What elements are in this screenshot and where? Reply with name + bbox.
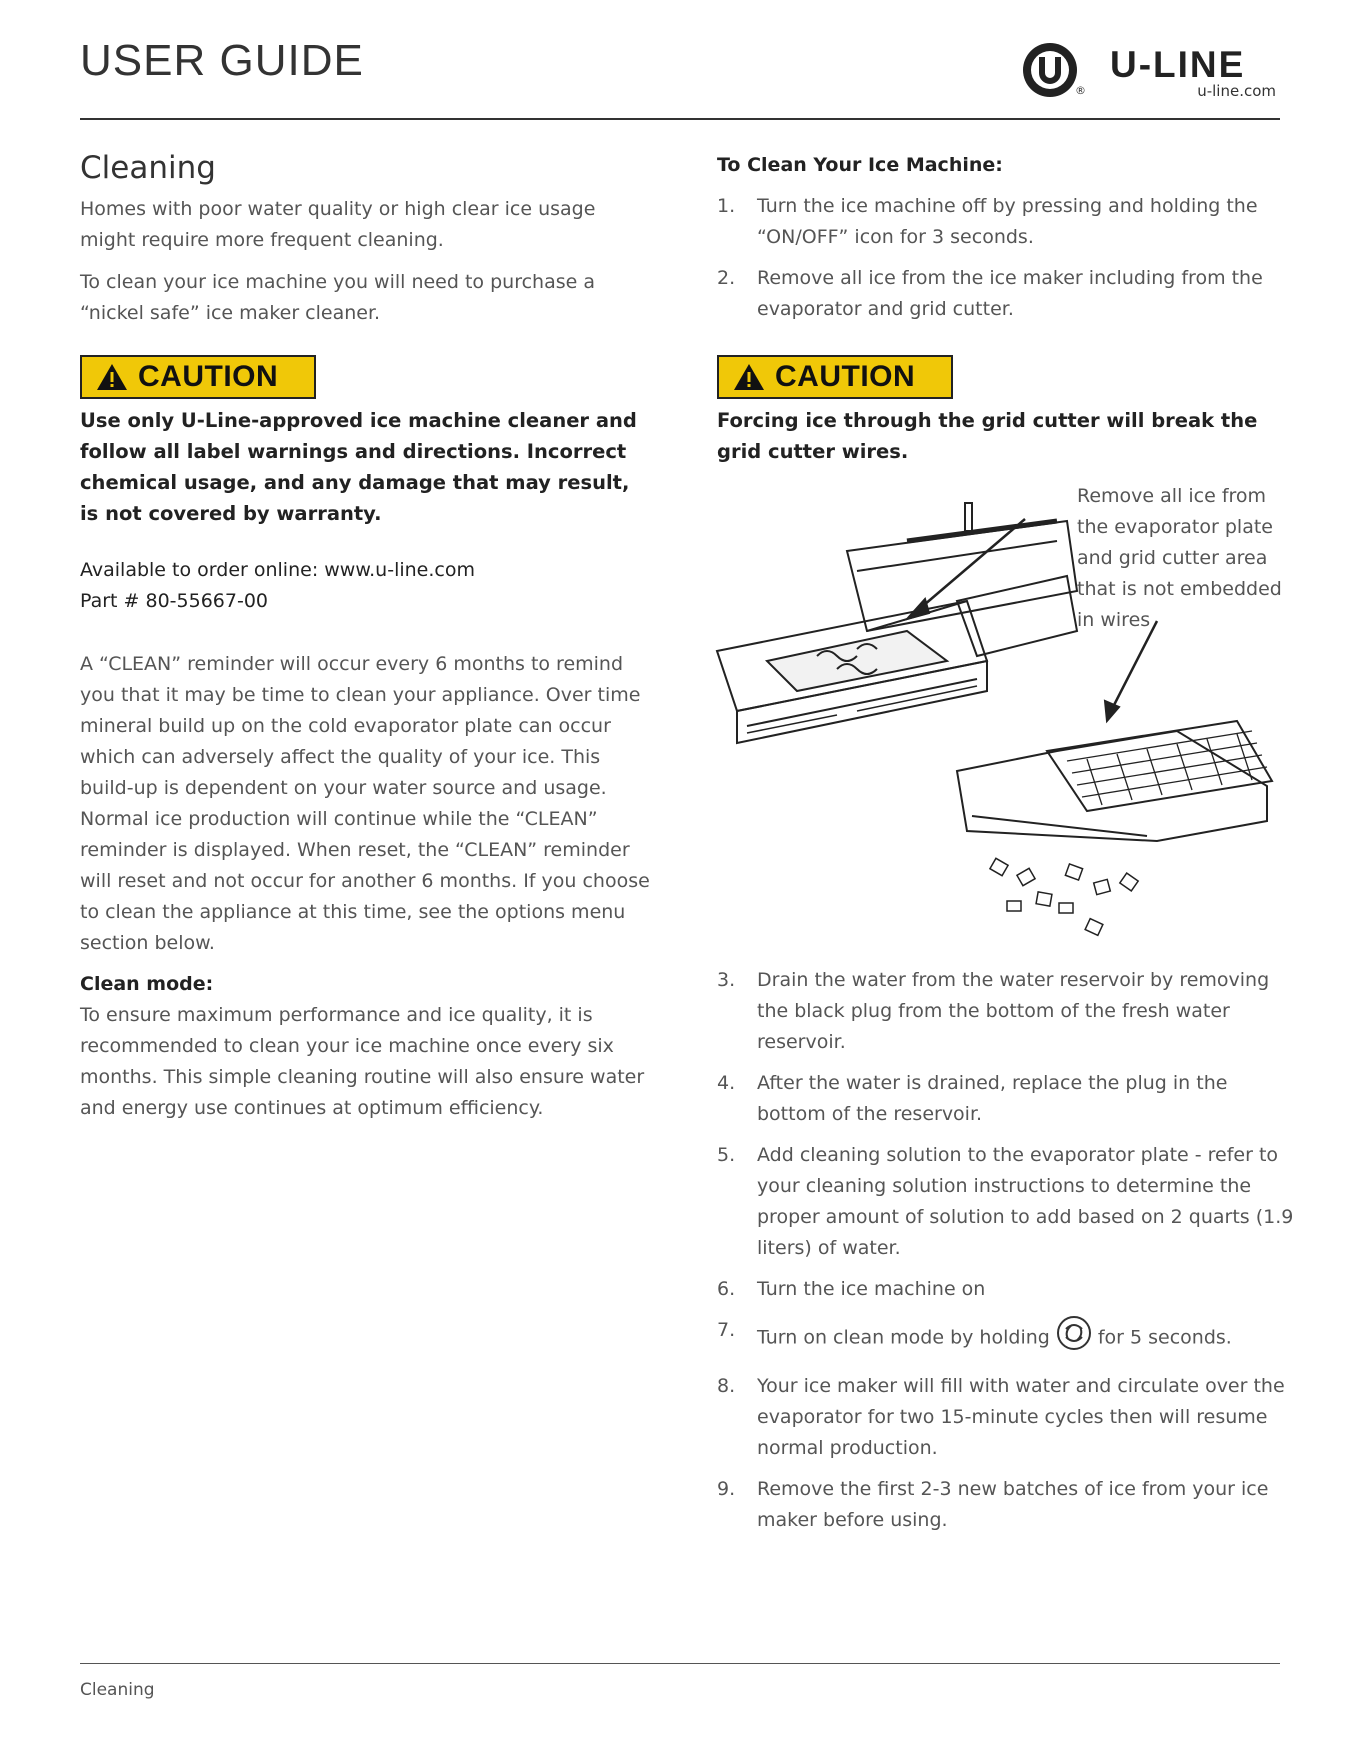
registered-mark: ® <box>1075 84 1086 97</box>
footer-section-label: Cleaning <box>80 1680 155 1700</box>
u-line-emblem-icon <box>1020 40 1080 100</box>
caution-text-right: Forcing ice through the grid cutter will break the grid cutter wires. <box>717 409 1258 463</box>
part-number-line: Part # 80-55667-00 <box>80 590 269 612</box>
figure-caption: Remove all ice from the evaporator plate and grid cutter area that is not embedded in wires <box>1077 485 1282 631</box>
list-item: 6. Turn the ice machine on <box>717 1278 986 1300</box>
caution-text-left: Use only U-Line-approved ice machine cleaner and follow all label warnings and directions. Incorrect chemical usage, and any damage that may result, is not covered by warranty. <box>80 409 637 525</box>
list-item: 3. Drain the water from the water reservoir by removing the black plug from the bottom of the fresh water reservoir. <box>717 969 1270 1053</box>
section-title: Cleaning <box>80 150 216 186</box>
clean-mode-paragraph: To ensure maximum performance and ice quality, it is recommended to clean your ice machine once every six months. This simple cleaning routine will also ensure water and energy use continues at optimum efficiency. <box>80 1004 645 1119</box>
list-item: 2. Remove all ice from the ice maker including from the evaporator and grid cutter. <box>717 267 1263 320</box>
left-column <box>80 150 650 1124</box>
caution-badge-right <box>717 355 953 399</box>
ice-maker-illustration <box>707 481 1297 951</box>
right-column <box>717 150 1297 1546</box>
list-item: 8. Your ice maker will fill with water and circulate over the evaporator for two 15-minute cycles then will resume normal production. <box>717 1375 1285 1459</box>
u-line-logo <box>1020 40 1280 104</box>
clean-reminder-paragraph: A “CLEAN” reminder will occur every 6 months to remind you that it may be time to clean your appliance. Over time mineral build up on the cold evaporator plate can occur which can adversely affect the quality of your ice. This build-up is dependent on your water source and usage. Normal ice production will continue while the “CLEAN” reminder is displayed. When reset, the “CLEAN” reminder will reset and not occur for another 6 months. If you choose to clean the appliance at this time, see the options menu section below. <box>80 653 650 954</box>
list-item: 1. Turn the ice machine off by pressing and holding the “ON/OFF” icon for 3 seconds. <box>717 195 1258 248</box>
list-item: 5. Add cleaning solution to the evaporator plate - refer to your cleaning solution instructions to determine the proper amount of solution to add based on 2 quarts (1.9 liters) of water. <box>717 1144 1294 1259</box>
steps-list-a <box>717 191 1297 325</box>
list-item: 9. Remove the first 2-3 new batches of ice from your ice maker before using. <box>717 1478 1269 1531</box>
logo-url: u-line.com <box>1197 82 1276 100</box>
page-header-title: USER GUIDE <box>80 36 364 85</box>
logo-wordmark: U-LINE <box>1110 44 1246 85</box>
intro-paragraph-1: Homes with poor water quality or high clear ice usage might require more frequent cleaning. <box>80 198 596 251</box>
caution-label: CAUTION <box>775 360 916 393</box>
clean-mode-icon <box>1056 1315 1092 1361</box>
caution-badge-left <box>80 355 316 399</box>
intro-paragraph-2: To clean your ice machine you will need to purchase a “nickel safe” ice maker cleaner. <box>80 271 595 324</box>
instructions-heading: To Clean Your Ice Machine: <box>717 154 1003 176</box>
warning-triangle-icon <box>96 363 128 391</box>
list-item: 7. Turn on clean mode by holding for 5 seconds. <box>717 1315 1297 1361</box>
order-online-line: Available to order online: www.u-line.com <box>80 559 475 581</box>
clean-mode-heading: Clean mode: <box>80 973 214 995</box>
warning-triangle-icon <box>733 363 765 391</box>
caution-label: CAUTION <box>138 360 279 393</box>
steps-list-b <box>717 965 1297 1536</box>
list-item: 4. After the water is drained, replace the plug in the bottom of the reservoir. <box>717 1072 1228 1125</box>
footer-rule <box>80 1663 1280 1664</box>
header-rule <box>80 118 1280 120</box>
